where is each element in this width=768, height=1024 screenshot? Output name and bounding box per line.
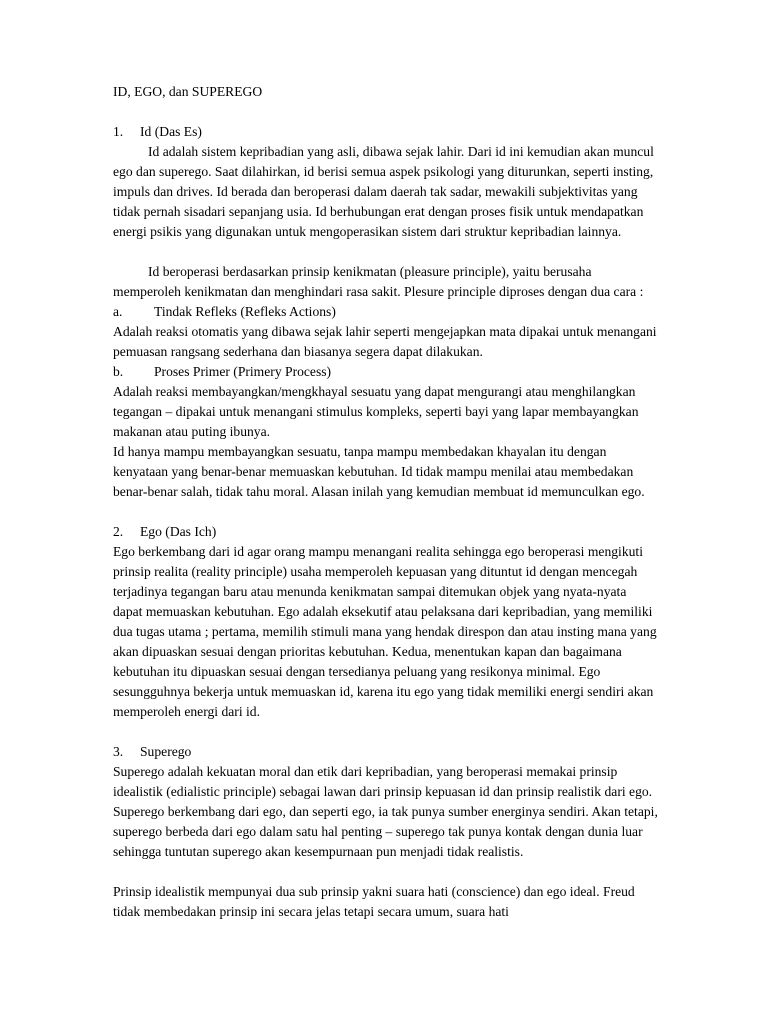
page-title: ID, EGO, dan SUPEREGO — [113, 84, 263, 99]
spacer — [113, 722, 658, 742]
subitem-heading-label: Tindak Refleks (Refleks Actions) — [154, 304, 336, 319]
section-1-paragraph-1: Id adalah sistem kepribadian yang asli, dibawa sejak lahir. Dari id ini kemudian akan muncul ego dan superego. Saat dilahirkan, id berisi semua aspek psikologi yang diturunkan, seperti insting, impuls dan drives. Id berada dan beroperasi dalam daerah tak sadar, mewakili subjektivitas yang tidak pernah sisadari sepanjang usia. Id berhubungan erat dengan proses fisik untuk mendapatkan energi psikis yang digunakan untuk mengoperasikan sistem dari struktur kepribadian lainnya. — [113, 144, 654, 239]
subitem-marker: b. — [113, 364, 124, 379]
section-3-closing: Prinsip idealistik mempunyai dua sub prinsip yakni suara hati (conscience) dan ego ideal. Freud tidak membedakan prinsip ini secara jelas tetapi secara umum, suara hati — [113, 884, 635, 919]
spacer — [113, 242, 658, 262]
subitem-heading-label: Proses Primer (Primery Process) — [154, 364, 332, 379]
section-marker: 1. — [113, 124, 124, 139]
section-3-body: Superego adalah kekuatan moral dan etik dari kepribadian, yang beroperasi memakai prinsip idealistik (edialistic principle) sebagai lawan dari prinsip kepuasan id dan prinsip realistik dari ego. Superego berkembang dari ego, dan seperti ego, ia tak punya sumber energinya sendiri. Akan tetapi, superego berbeda dari ego dalam satu hal penting – superego tak punya kontak dengan dunia luar sehingga tuntutan superego akan kesempurnaan pun menjadi tidak realistis. — [113, 764, 658, 859]
spacer — [113, 102, 658, 122]
section-2-body: Ego berkembang dari id agar orang mampu menangani realita sehingga ego beroperasi mengikuti prinsip realita (reality principle) usaha memperoleh kepuasan yang dituntut id dengan mencegah terjadinya tegangan baru atau menunda kenikmatan sampai ditemukan objek yang nyata-nyata dapat memuaskan kebutuhan. Ego adalah eksekutif atau pelaksana dari kepribadian, yang memiliki dua tugas utama ; pertama, memilih stimuli mana yang hendak direspon dan atau insting mana yang akan dipuaskan sesuai dengan prioritas kebutuhan. Kedua, menentukan kapan dan bagaimana kebutuhan itu dipuaskan sesuai dengan tersedianya peluang yang resikonya minimal. Ego sesungguhnya bekerja untuk memuaskan id, karena itu ego yang tidak memiliki energi sendiri akan memperoleh energi dari id. — [113, 544, 657, 719]
subitem-heading-a — [113, 302, 658, 322]
section-heading-id — [113, 122, 658, 142]
section-heading-label: Id (Das Es) — [140, 124, 202, 139]
subitem-b-body: Adalah reaksi membayangkan/mengkhayal sesuatu yang dapat mengurangi atau menghilangkan tegangan – dipakai untuk menangani stimulus kompleks, seperti bayi yang lapar membayangkan makanan atau puting ibunya. — [113, 384, 639, 439]
spacer — [113, 862, 658, 882]
section-1-closing: Id hanya mampu membayangkan sesuatu, tanpa mampu membedakan khayalan itu dengan kenyataan yang benar-benar memuaskan kebutuhan. Id tidak mampu menilai atau membedakan benar-benar salah, tidak tahu moral. Alasan inilah yang kemudian membuat id memunculkan ego. — [113, 444, 645, 499]
subitem-marker: a. — [113, 304, 123, 319]
section-marker: 3. — [113, 744, 124, 759]
subitem-heading-b — [113, 362, 658, 382]
section-heading-superego — [113, 742, 658, 762]
subitem-a-body: Adalah reaksi otomatis yang dibawa sejak lahir seperti mengejapkan mata dipakai untuk menangani pemuasan rangsang sederhana dan biasanya segera dapat dilakukan. — [113, 324, 657, 359]
section-heading-ego — [113, 522, 658, 542]
section-1-paragraph-2: Id beroperasi berdasarkan prinsip kenikmatan (pleasure principle), yaitu berusaha memperoleh kenikmatan dan menghindari rasa sakit. Plesure principle diproses dengan dua cara : — [113, 264, 644, 299]
document-body — [113, 82, 658, 922]
spacer — [113, 502, 658, 522]
section-marker: 2. — [113, 524, 124, 539]
section-heading-label: Superego — [140, 744, 192, 759]
section-heading-label: Ego (Das Ich) — [140, 524, 217, 539]
